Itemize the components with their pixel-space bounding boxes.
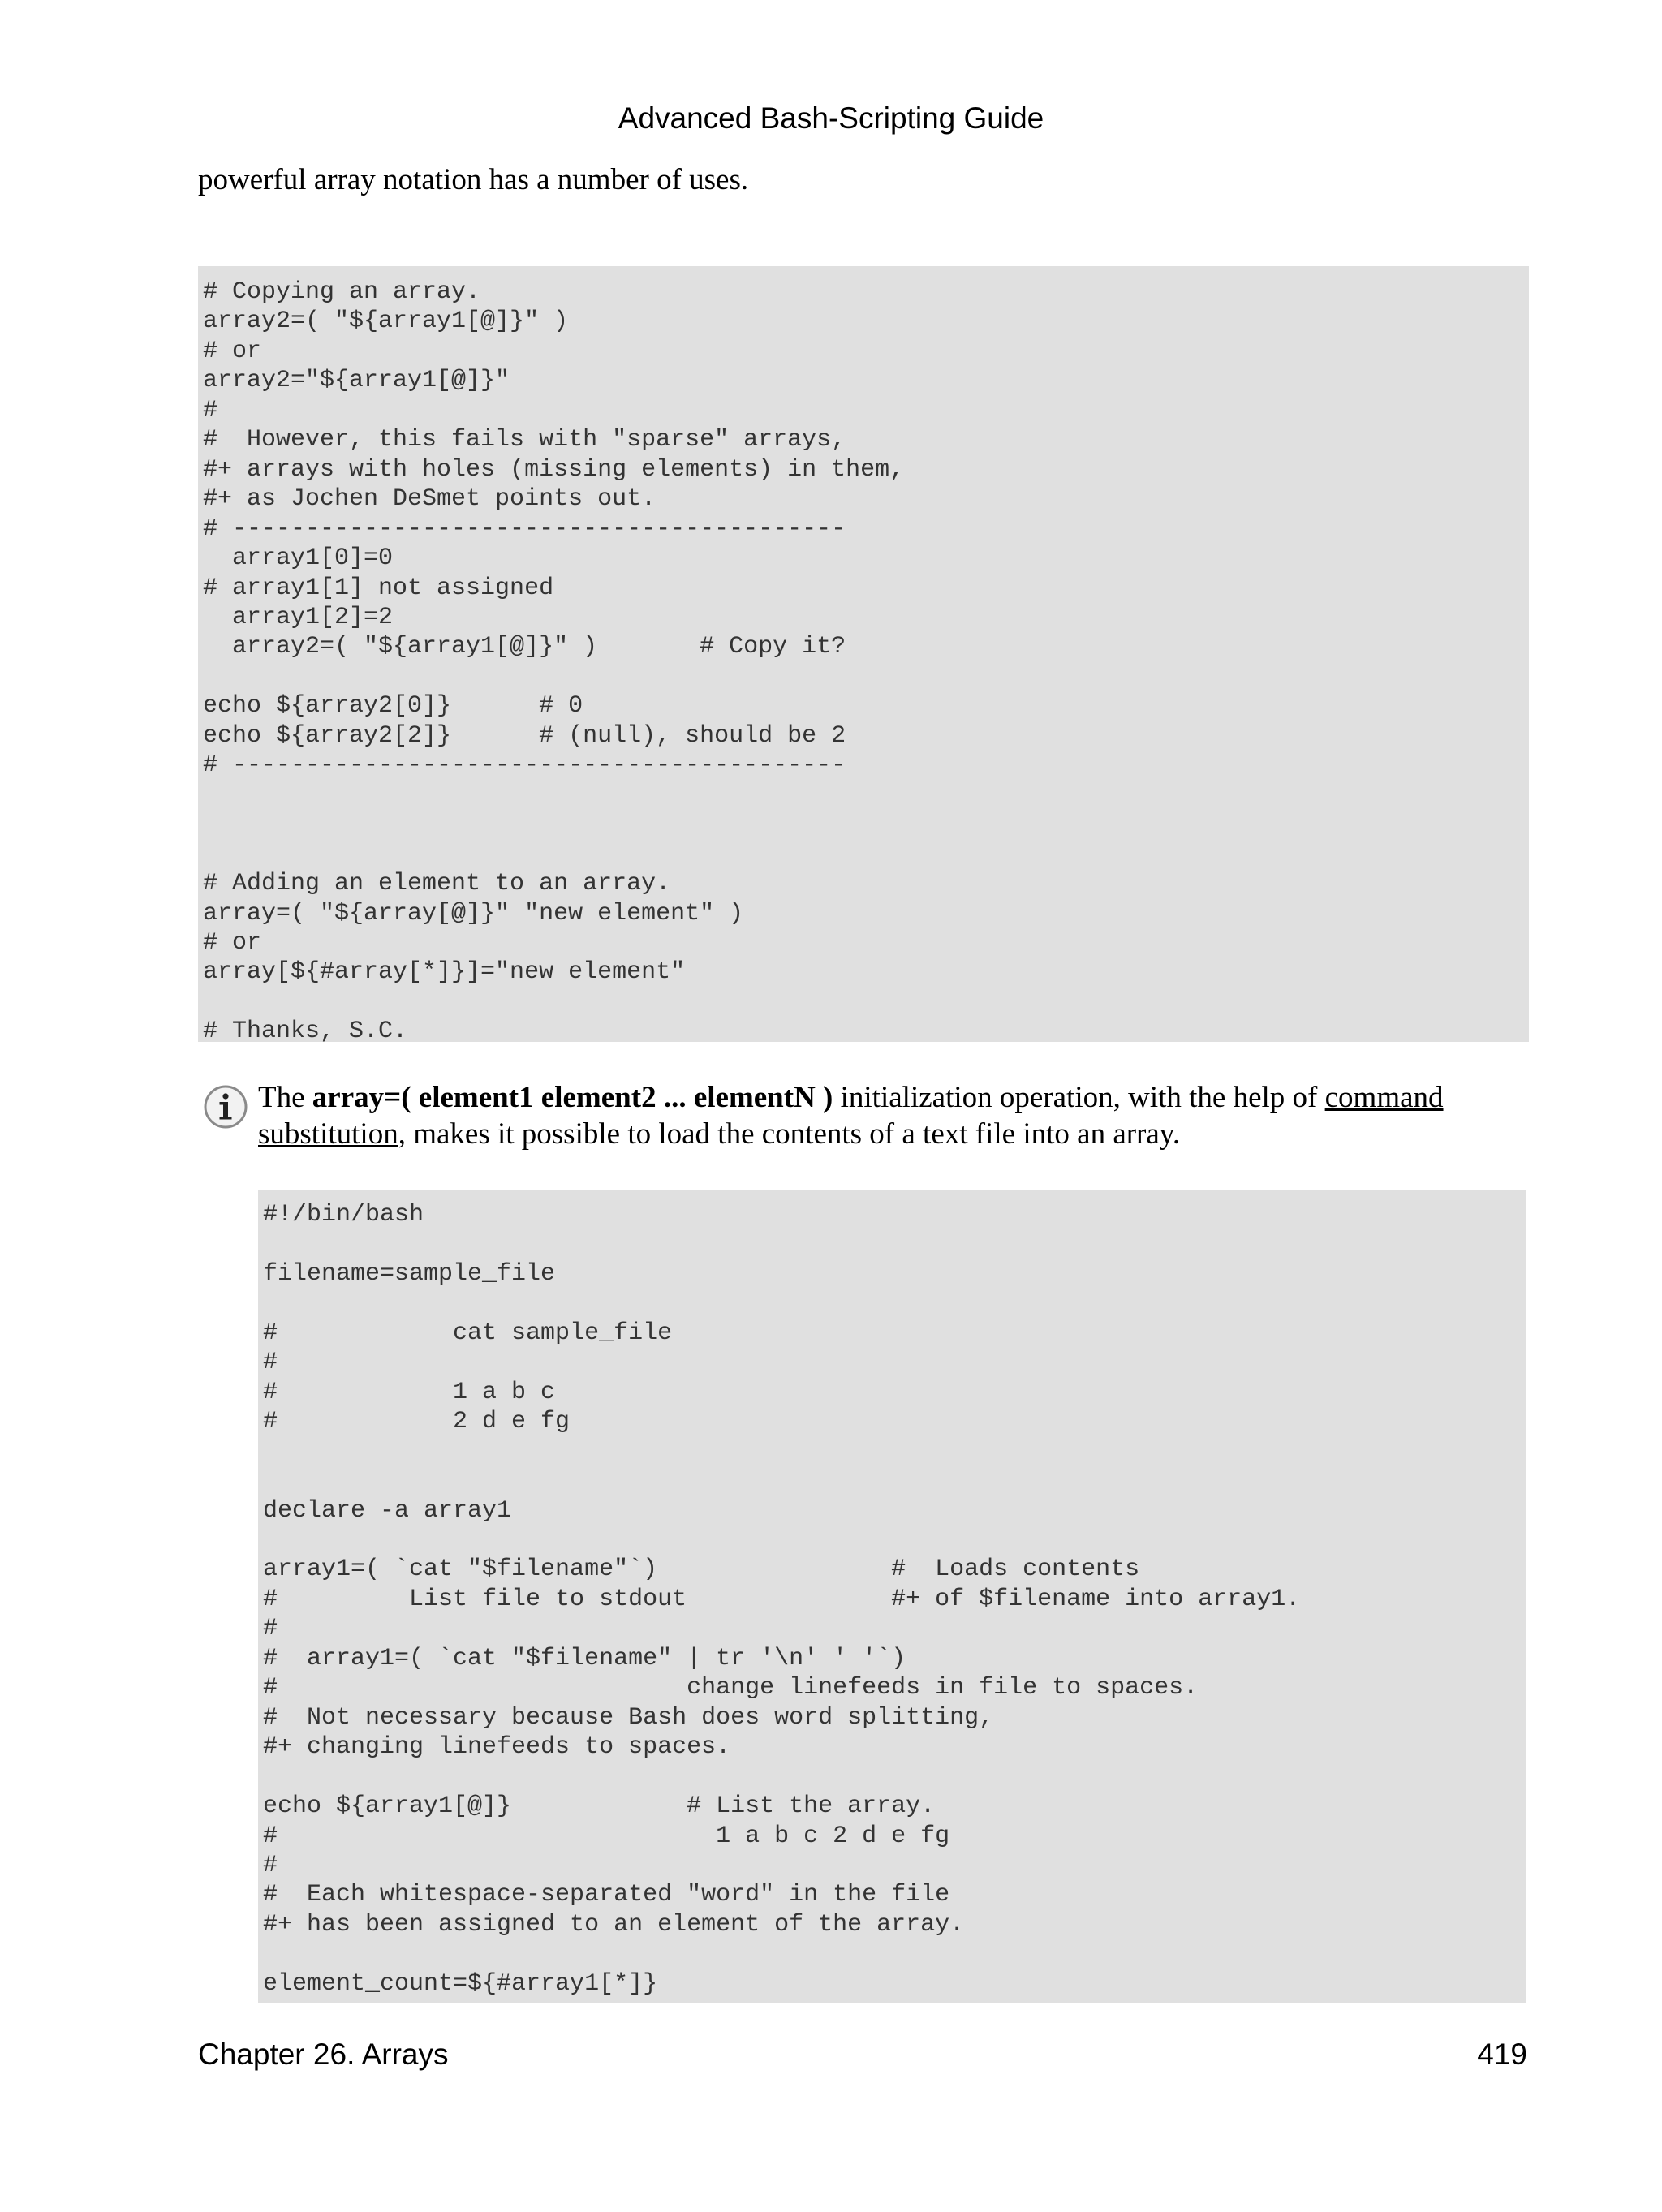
note-text-middle: initialization operation, with the help of [833, 1081, 1325, 1114]
code-block-load-file-into-array: #!/bin/bash filename=sample_file # cat sample_file # # 1 a b c # 2 d e fg declare -a array1 array1=( `cat "$filename"`) # Loads contents # List file to stdout #+ of $filename into array1. # # array1=( `cat "$filename" | tr '\n' ' '`) # change linefeeds in file to spaces. # Not necessary because Bash does word splitting, #+ changing linefeeds to spaces. echo ${array1[@]} # List the array. # 1 a b c 2 d e fg # # Each whitespace-separated "word" in the file #+ has been assigned to an element of the array. element_count=${#array1[*]} [258, 1190, 1526, 2003]
footer-page-number: 419 [1477, 2038, 1527, 2071]
note-text [258, 1079, 1529, 1152]
intro-text: powerful array notation has a number of uses. [198, 163, 749, 196]
code-block-copying-array: # Copying an array. array2=( "${array1[@]}" ) # or array2="${array1[@]}" # # However, this fails with "sparse" arrays, #+ arrays with holes (missing elements) in them, #+ as Jochen DeSmet points out. # ------------------------------------------ array1[0]=0 # array1[1] not assigned array1[2]=2 array2=( "${array1[@]}" ) # Copy it? echo ${array2[0]} # 0 echo ${array2[2]} # (null), should be 2 # ------------------------------------------ # Adding an element to an array. array=( "${array[@]}" "new element" ) # or array[${#array[*]}]="new element" # Thanks, S.C. [198, 266, 1529, 1042]
note-bold-syntax: array=( element1 element2 ... elementN ) [312, 1081, 833, 1114]
page-header: Advanced Bash-Scripting Guide [618, 101, 1044, 135]
command-substitution-link[interactable]: command substitution [258, 1081, 1444, 1151]
note-text-after: , makes it possible to load the contents of a text file into an array. [398, 1117, 1181, 1151]
note-text-before: The [258, 1081, 312, 1114]
footer-chapter: Chapter 26. Arrays [198, 2038, 449, 2071]
info-icon [203, 1084, 248, 1130]
